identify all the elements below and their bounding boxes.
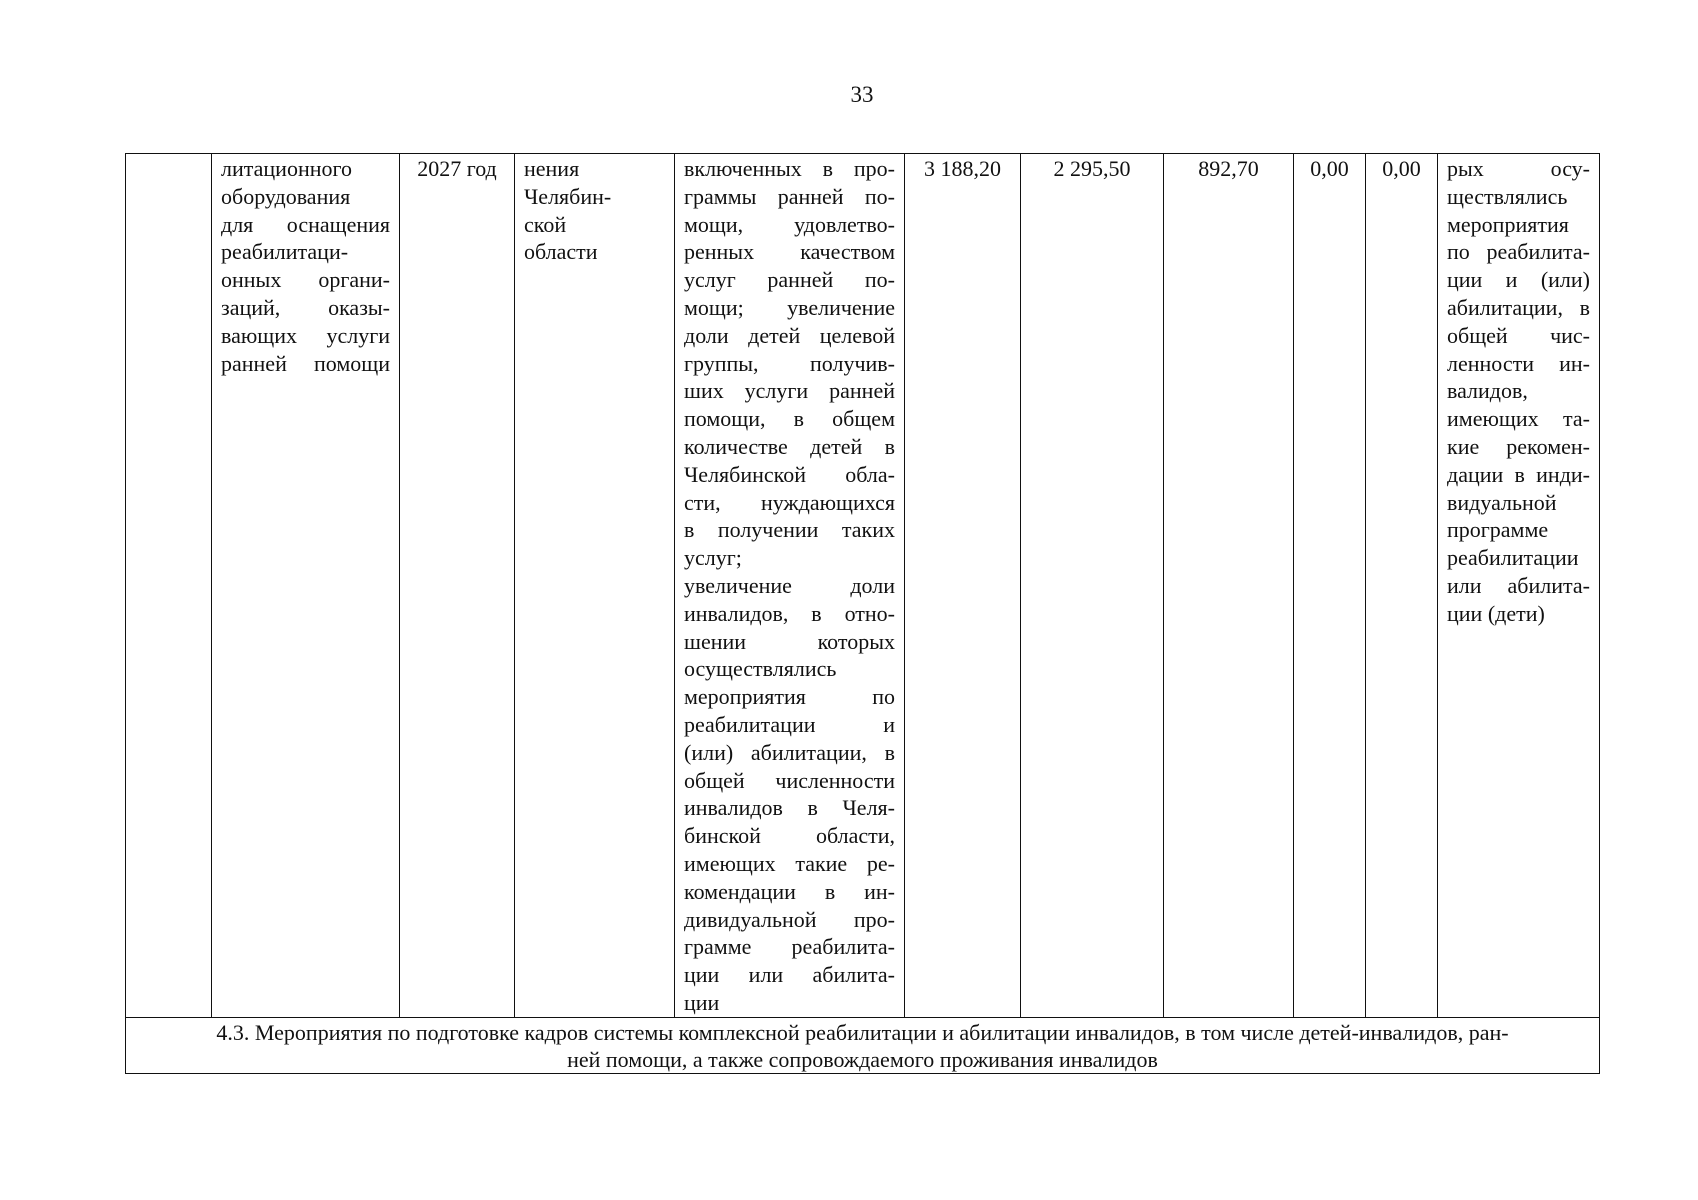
text-line: имеющих та- <box>1447 406 1590 432</box>
section-heading-line-2: ней помощи, а также сопровождаемого проживания инвалидов <box>567 1047 1158 1072</box>
text-line: инвалидов в Челя- <box>684 795 895 821</box>
text-line: общей чис- <box>1447 322 1590 348</box>
text-line: ской <box>524 211 567 237</box>
text-line: мероприятия <box>1447 211 1569 237</box>
text-line: абилитации, в <box>1447 294 1590 320</box>
cell-indicator <box>675 154 905 1018</box>
text-line: реабилитации <box>1447 545 1579 571</box>
section-heading-line-1: 4.3. Мероприятия по подготовке кадров системы комплексной реабилитации и абилитации инвалидов, в том числе детей-инвалидов, ран- <box>216 1020 1509 1045</box>
text-line: ществлялись <box>1447 183 1568 209</box>
section-row <box>126 1018 1600 1074</box>
text-line: ции <box>684 989 720 1015</box>
text-line: группы, получив- <box>684 350 895 376</box>
text-line: или абилита- <box>1447 572 1590 598</box>
text-line: услуг ранней по- <box>684 267 895 293</box>
cell-regional: 892,70 <box>1164 154 1294 1018</box>
text-line: ших услуги ранней <box>684 378 895 404</box>
text-line: валидов, <box>1447 378 1528 404</box>
text-line: осуществлялись <box>684 656 837 682</box>
cell-other: 0,00 <box>1366 154 1438 1018</box>
text-line: помощи, в общем <box>684 406 895 432</box>
text-line: ренных качеством <box>684 239 895 265</box>
text-line: в получении таких <box>684 517 895 543</box>
text-line: по реабилита- <box>1447 239 1590 265</box>
text-line: литационного <box>221 156 352 181</box>
text-line: инвалидов, в отно- <box>684 600 895 626</box>
text-line: кие рекомен- <box>1447 433 1590 459</box>
text-line: реабилитации и <box>684 711 895 737</box>
text-line: количестве детей в <box>684 433 895 459</box>
text-line: онных органи- <box>221 267 390 293</box>
page-number: 33 <box>850 82 874 107</box>
cell-executor <box>515 154 675 1018</box>
text-line: (или) абилитации, в <box>684 739 895 765</box>
cell-federal: 2 295,50 <box>1021 154 1164 1018</box>
text-line: мощи, удовлетво- <box>684 211 895 237</box>
text-line: ции (дети) <box>1447 600 1545 626</box>
cell-local: 0,00 <box>1294 154 1366 1018</box>
text-line: грамме реабилита- <box>684 934 895 960</box>
text-line: имеющих такие ре- <box>684 850 895 876</box>
cell-total: 3 188,20 <box>905 154 1021 1018</box>
text-line: рых осу- <box>1447 156 1590 181</box>
section-heading <box>126 1018 1600 1074</box>
table-row <box>126 154 1600 1018</box>
text-line: дации в инди- <box>1447 461 1590 487</box>
text-line: реабилитаци- <box>221 239 349 265</box>
text-line: ции и (или) <box>1447 267 1590 293</box>
text-line: общей численности <box>684 767 895 793</box>
text-line: включенных в про- <box>684 156 895 181</box>
text-line: для оснащения <box>221 211 390 237</box>
cell-event <box>212 154 400 1018</box>
text-line: бинской области, <box>684 823 895 849</box>
text-line: Челябин- <box>524 183 612 209</box>
text-line: заций, оказы- <box>221 294 390 320</box>
text-line: комендации в ин- <box>684 878 895 904</box>
text-line: ленности ин- <box>1447 350 1590 376</box>
text-line: мощи; увеличение <box>684 294 895 320</box>
text-line: нения <box>524 156 580 181</box>
text-line: программе <box>1447 517 1549 543</box>
text-line: дивидуальной про- <box>684 906 895 932</box>
cell-number <box>126 154 212 1018</box>
text-line: сти, нуждающихся <box>684 489 895 515</box>
text-line: Челябинской обла- <box>684 461 895 487</box>
text-line: ранней помощи <box>221 350 390 376</box>
text-line: доли детей целевой <box>684 322 895 348</box>
cell-period: 2027 год <box>400 154 515 1018</box>
text-line: вающих услуги <box>221 322 390 348</box>
text-line: области <box>524 239 598 265</box>
text-line: видуальной <box>1447 489 1557 515</box>
text-line: шении которых <box>684 628 895 654</box>
text-line: оборудования <box>221 183 351 209</box>
cell-result <box>1438 154 1600 1018</box>
text-line: услуг; <box>684 545 742 571</box>
text-line: увеличение доли <box>684 572 895 598</box>
text-line: граммы ранней по- <box>684 183 895 209</box>
program-table <box>125 153 1600 1074</box>
text-line: мероприятия по <box>684 684 895 710</box>
text-line: ции или абилита- <box>684 962 895 988</box>
